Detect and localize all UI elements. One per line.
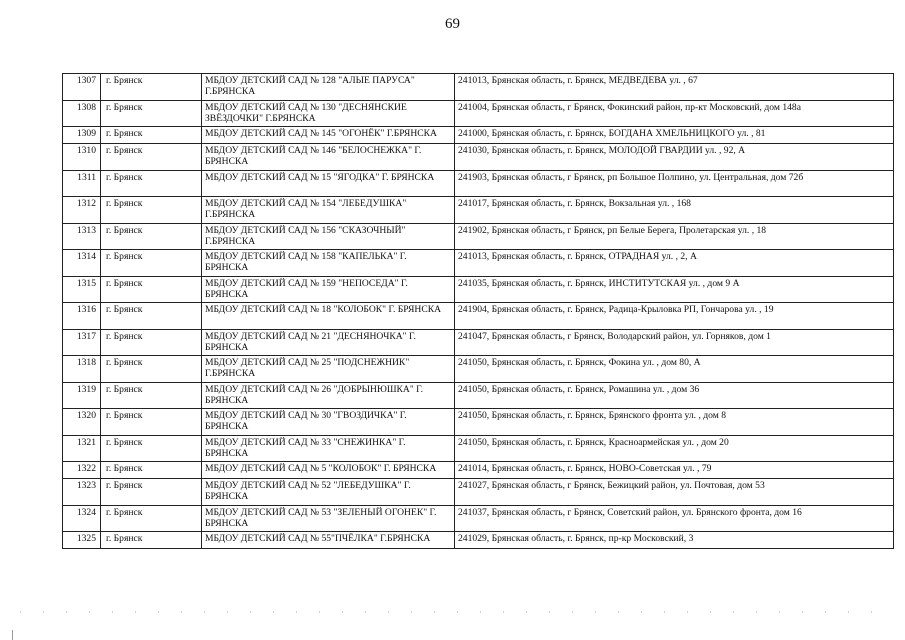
table-row (63, 276, 894, 303)
page-number: 69 (445, 16, 460, 32)
address-cell: 241902, Брянская область, г Брянск, рп Белые Берега, Пролетарская ул. , 18 (455, 223, 894, 250)
row-number-cell: 1309 (63, 127, 101, 144)
table-row (63, 170, 894, 197)
institution-name-cell: МБДОУ ДЕТСКИЙ САД № 156 "СКАЗОЧНЫЙ" Г.БРЯНСКА (202, 223, 455, 250)
table-row (63, 329, 894, 356)
row-number-cell: 1315 (63, 276, 101, 303)
table-row (63, 100, 894, 127)
table-row (63, 409, 894, 436)
address-cell: 241014, Брянская область, г. Брянск, НОВО-Советская ул. , 79 (455, 462, 894, 479)
table-row (63, 197, 894, 224)
institution-name-cell: МБДОУ ДЕТСКИЙ САД № 159 "НЕПОСЕДА" Г. БРЯНСКА (202, 276, 455, 303)
row-number-cell: 1320 (63, 409, 101, 436)
row-number-cell: 1325 (63, 532, 101, 549)
city-cell: г. Брянск (101, 74, 202, 101)
address-cell: 241037, Брянская область, г Брянск, Советский район, ул. Брянского фронта, дом 16 (455, 505, 894, 532)
city-cell: г. Брянск (101, 505, 202, 532)
city-cell: г. Брянск (101, 144, 202, 171)
city-cell: г. Брянск (101, 127, 202, 144)
table-row (63, 382, 894, 409)
city-cell: г. Брянск (101, 250, 202, 277)
address-cell: 241035, Брянская область, г. Брянск, ИНСТИТУТСКАЯ ул. , дом 9 А (455, 276, 894, 303)
table-row (63, 223, 894, 250)
table-row (63, 74, 894, 101)
institution-name-cell: МБДОУ ДЕТСКИЙ САД № 55"ПЧЁЛКА" Г.БРЯНСКА (202, 532, 455, 549)
institution-name-cell: МБДОУ ДЕТСКИЙ САД № 145 "ОГОНЁК" Г.БРЯНСКА (202, 127, 455, 144)
address-cell: 241903, Брянская область, г Брянск, рп Большое Полпино, ул. Центральная, дом 72б (455, 170, 894, 197)
row-number-cell: 1312 (63, 197, 101, 224)
row-number-cell: 1318 (63, 356, 101, 383)
institution-name-cell: МБДОУ ДЕТСКИЙ САД № 5 "КОЛОБОК" Г. БРЯНСКА (202, 462, 455, 479)
address-cell: 241004, Брянская область, г Брянск, Фокинский район, пр-кт Московский, дом 148а (455, 100, 894, 127)
city-cell: г. Брянск (101, 100, 202, 127)
institution-name-cell: МБДОУ ДЕТСКИЙ САД № 26 "ДОБРЫНЮШКА" Г. БРЯНСКА (202, 382, 455, 409)
row-number-cell: 1316 (63, 303, 101, 330)
row-number-cell: 1310 (63, 144, 101, 171)
city-cell: г. Брянск (101, 382, 202, 409)
institution-name-cell: МБДОУ ДЕТСКИЙ САД № 30 "ГВОЗДИЧКА" Г. БРЯНСКА (202, 409, 455, 436)
address-cell: 241050, Брянская область, г. Брянск, Брянского фронта ул. , дом 8 (455, 409, 894, 436)
table-row (63, 462, 894, 479)
address-cell: 241013, Брянская область, г. Брянск, ОТРАДНАЯ ул. , 2, А (455, 250, 894, 277)
city-cell: г. Брянск (101, 329, 202, 356)
table-row (63, 532, 894, 549)
scan-edge-mark (12, 630, 13, 640)
institution-name-cell: МБДОУ ДЕТСКИЙ САД № 128 "АЛЫЕ ПАРУСА" Г.БРЯНСКА (202, 74, 455, 101)
institution-name-cell: МБДОУ ДЕТСКИЙ САД № 53 "ЗЕЛЕНЫЙ ОГОНЕК" Г. БРЯНСКА (202, 505, 455, 532)
city-cell: г. Брянск (101, 479, 202, 506)
row-number-cell: 1317 (63, 329, 101, 356)
scan-noise-line (20, 611, 885, 613)
institution-name-cell: МБДОУ ДЕТСКИЙ САД № 158 "КАПЕЛЬКА" Г. БРЯНСКА (202, 250, 455, 277)
city-cell: г. Брянск (101, 197, 202, 224)
row-number-cell: 1323 (63, 479, 101, 506)
address-cell: 241000, Брянская область, г. Брянск, БОГДАНА ХМЕЛЬНИЦКОГО ул. , 81 (455, 127, 894, 144)
city-cell: г. Брянск (101, 170, 202, 197)
city-cell: г. Брянск (101, 462, 202, 479)
city-cell: г. Брянск (101, 276, 202, 303)
city-cell: г. Брянск (101, 532, 202, 549)
city-cell: г. Брянск (101, 409, 202, 436)
institution-name-cell: МБДОУ ДЕТСКИЙ САД № 146 "БЕЛОСНЕЖКА" Г. БРЯНСКА (202, 144, 455, 171)
table-row (63, 356, 894, 383)
address-cell: 241017, Брянская область, г. Брянск, Вокзальная ул. , 168 (455, 197, 894, 224)
city-cell: г. Брянск (101, 303, 202, 330)
institution-name-cell: МБДОУ ДЕТСКИЙ САД № 21 "ДЕСНЯНОЧКА" Г. БРЯНСКА (202, 329, 455, 356)
address-cell: 241050, Брянская область, г. Брянск, Ромашина ул. , дом 36 (455, 382, 894, 409)
address-cell: 241047, Брянская область, г Брянск, Володарский район, ул. Горняков, дом 1 (455, 329, 894, 356)
address-cell: 241027, Брянская область, г Брянск, Бежицкий район, ул. Почтовая, дом 53 (455, 479, 894, 506)
row-number-cell: 1321 (63, 435, 101, 462)
table-row (63, 505, 894, 532)
table-row (63, 144, 894, 171)
institution-name-cell: МБДОУ ДЕТСКИЙ САД № 15 "ЯГОДКА" Г. БРЯНСКА (202, 170, 455, 197)
city-cell: г. Брянск (101, 435, 202, 462)
city-cell: г. Брянск (101, 223, 202, 250)
address-cell: 241029, Брянская область, г. Брянск, пр-кр Московский, 3 (455, 532, 894, 549)
row-number-cell: 1324 (63, 505, 101, 532)
address-cell: 241904, Брянская область, г. Брянск, Радица-Крыловка РП, Гончарова ул. , 19 (455, 303, 894, 330)
row-number-cell: 1313 (63, 223, 101, 250)
table-row (63, 435, 894, 462)
institution-name-cell: МБДОУ ДЕТСКИЙ САД № 18 "КОЛОБОК" Г. БРЯНСКА (202, 303, 455, 330)
address-cell: 241013, Брянская область, г. Брянск, МЕДВЕДЕВА ул. , 67 (455, 74, 894, 101)
row-number-cell: 1319 (63, 382, 101, 409)
institution-name-cell: МБДОУ ДЕТСКИЙ САД № 25 "ПОДСНЕЖНИК" Г.БРЯНСКА (202, 356, 455, 383)
row-number-cell: 1311 (63, 170, 101, 197)
table-body (63, 74, 894, 549)
institutions-table (62, 73, 894, 549)
table-row (63, 250, 894, 277)
address-cell: 241030, Брянская область, г. Брянск, МОЛОДОЙ ГВАРДИИ ул. , 92, А (455, 144, 894, 171)
row-number-cell: 1308 (63, 100, 101, 127)
row-number-cell: 1314 (63, 250, 101, 277)
institution-name-cell: МБДОУ ДЕТСКИЙ САД № 52 "ЛЕБЕДУШКА" Г. БРЯНСКА (202, 479, 455, 506)
institution-name-cell: МБДОУ ДЕТСКИЙ САД № 154 "ЛЕБЕДУШКА" Г.БРЯНСКА (202, 197, 455, 224)
institution-name-cell: МБДОУ ДЕТСКИЙ САД № 130 "ДЕСНЯНСКИЕ ЗВЁЗДОЧКИ" Г.БРЯНСКА (202, 100, 455, 127)
table-row (63, 127, 894, 144)
row-number-cell: 1307 (63, 74, 101, 101)
city-cell: г. Брянск (101, 356, 202, 383)
institution-name-cell: МБДОУ ДЕТСКИЙ САД № 33 "СНЕЖИНКА" Г. БРЯНСКА (202, 435, 455, 462)
address-cell: 241050, Брянская область, г. Брянск, Красноармейская ул. , дом 20 (455, 435, 894, 462)
address-cell: 241050, Брянская область, г. Брянск, Фокина ул. , дом 80, А (455, 356, 894, 383)
row-number-cell: 1322 (63, 462, 101, 479)
table-row (63, 303, 894, 330)
table-row (63, 479, 894, 506)
